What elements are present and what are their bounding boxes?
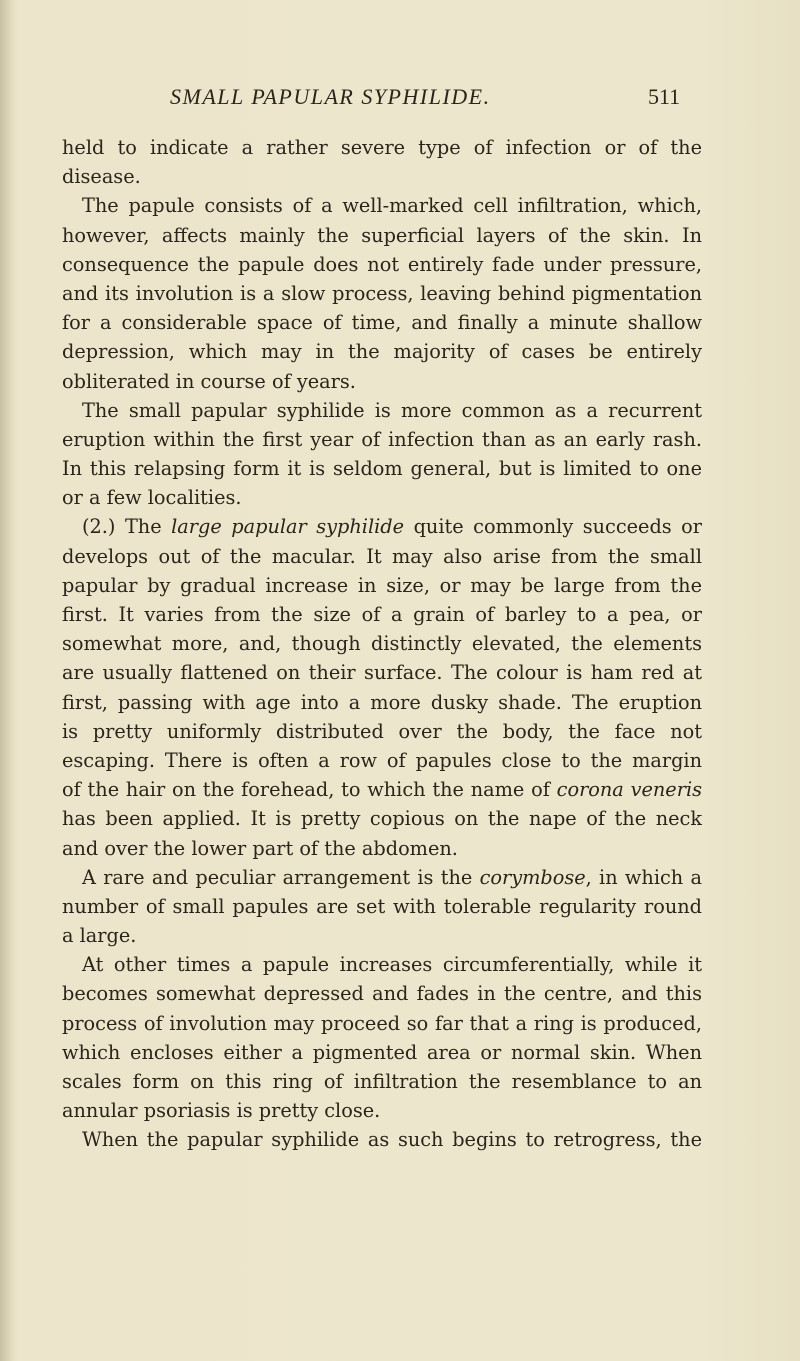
running-title: SMALL PAPULAR SYPHILIDE. bbox=[170, 84, 491, 109]
text-segment: A rare and peculiar arrangement is the bbox=[82, 865, 480, 889]
text-line: process of involution may proceed so far that a ring is produced, bbox=[62, 1011, 702, 1035]
text-line: escaping. There is often a row of papules close to the margin bbox=[62, 748, 702, 772]
italic-term: large papular syphilide bbox=[171, 515, 405, 539]
text-line: for a considerable space of time, and finally a minute shallow bbox=[62, 311, 702, 335]
text-line: first. It varies from the size of a grain of barley to a pea, or bbox=[62, 603, 702, 626]
text-line: papular by gradual increase in size, or may be large from the bbox=[62, 573, 702, 597]
page-header bbox=[0, 84, 800, 114]
text-line: somewhat more, and, though distinctly elevated, the elements bbox=[62, 632, 702, 656]
page-gutter-shadow bbox=[0, 0, 14, 1361]
italic-term: corymbose bbox=[479, 865, 586, 889]
body-text bbox=[62, 133, 702, 1155]
text-line: When the papular syphilide as such begins to retrogress, the bbox=[82, 1128, 702, 1152]
text-segment: of the hair on the forehead, to which the name of bbox=[62, 778, 557, 802]
text-line: first, passing with age into a more dusky shade. The eruption bbox=[62, 690, 702, 714]
text-line bbox=[62, 775, 702, 804]
text-line: are usually flattened on their surface. The colour is ham red at bbox=[62, 661, 702, 685]
text-line: develops out of the macular. It may also arise from the small bbox=[62, 544, 702, 568]
text-line: The small papular syphilide is more common as a recurrent bbox=[82, 398, 702, 422]
text-line: has been applied. It is pretty copious on the nape of the neck bbox=[62, 807, 702, 831]
text-line: At other times a papule increases circumferentially, while it bbox=[82, 953, 702, 977]
text-line: which encloses either a pigmented area or normal skin. When bbox=[62, 1040, 702, 1064]
text-line: In this relapsing form it is seldom general, but is limited to one bbox=[62, 457, 702, 481]
text-line: and over the lower part of the abdomen. bbox=[62, 836, 458, 860]
text-segment: , in which a bbox=[585, 865, 702, 889]
text-line: a large. bbox=[62, 924, 137, 948]
text-line: eruption within the first year of infection than as an early rash. bbox=[62, 427, 702, 451]
text-line: becomes somewhat depressed and fades in the centre, and this bbox=[62, 982, 702, 1006]
text-line: number of small papules are set with tolerable regularity round bbox=[62, 894, 702, 918]
text-segment: quite commonly succeeds or bbox=[404, 515, 702, 539]
text-line: disease. bbox=[62, 165, 141, 189]
text-line: held to indicate a rather severe type of infection or of the bbox=[62, 136, 702, 159]
text-line: or a few localities. bbox=[62, 486, 242, 510]
page-number: 511 bbox=[648, 84, 681, 109]
text-line bbox=[62, 863, 702, 892]
text-line bbox=[62, 512, 702, 541]
text-line: depression, which may in the majority of cases be entirely bbox=[62, 340, 702, 364]
text-line: and its involution is a slow process, leaving behind pigmentation bbox=[62, 281, 702, 305]
italic-term: corona veneris bbox=[556, 778, 702, 802]
text-line: scales form on this ring of infiltration the resemblance to an bbox=[62, 1070, 702, 1093]
text-line: however, affects mainly the superficial layers of the skin. In bbox=[62, 223, 702, 247]
text-line: The papule consists of a well-marked cell infiltration, which, bbox=[82, 194, 702, 218]
text-line: annular psoriasis is pretty close. bbox=[62, 1099, 381, 1123]
text-line: is pretty uniformly distributed over the body, the face not bbox=[62, 719, 702, 743]
text-line: consequence the papule does not entirely fade under pressure, bbox=[62, 252, 702, 276]
text-segment: (2.) The bbox=[82, 515, 172, 539]
text-line: obliterated in course of years. bbox=[62, 369, 356, 393]
